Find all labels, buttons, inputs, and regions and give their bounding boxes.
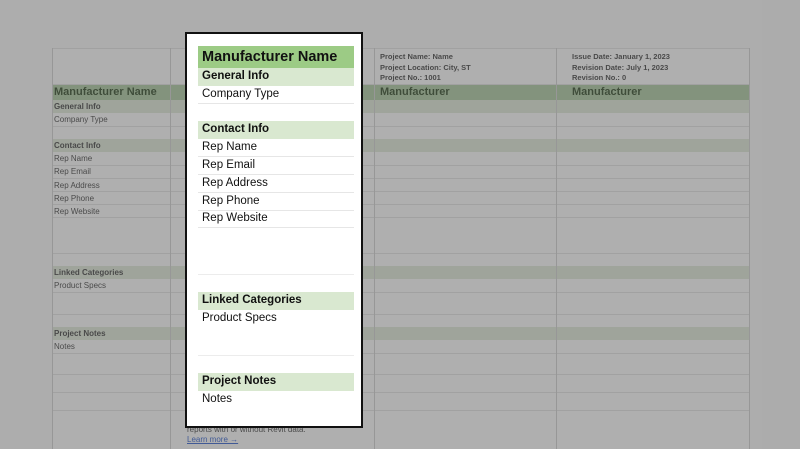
- card-company-type: Company Type: [198, 86, 354, 104]
- zoom-card: [185, 32, 363, 428]
- card-empty-row: [198, 275, 354, 292]
- card-project-notes: Project Notes: [198, 373, 354, 391]
- card-rep-address: Rep Address: [198, 175, 354, 193]
- card-column: [198, 34, 354, 426]
- card-rep-phone: Rep Phone: [198, 193, 354, 211]
- card-rep-website: Rep Website: [198, 210, 354, 228]
- card-title: Manufacturer Name: [198, 46, 354, 68]
- card-empty-row: [198, 356, 354, 374]
- card-rep-name: Rep Name: [198, 139, 354, 157]
- card-empty-row: [198, 104, 354, 122]
- card-general-info: General Info: [198, 68, 354, 86]
- card-rep-email: Rep Email: [198, 157, 354, 175]
- card-product-specs: Product Specs: [198, 310, 354, 356]
- card-empty-row: [198, 228, 354, 275]
- card-notes: Notes: [202, 393, 233, 405]
- card-linked-categories: Linked Categories: [198, 292, 354, 310]
- card-contact-info: Contact Info: [198, 121, 354, 139]
